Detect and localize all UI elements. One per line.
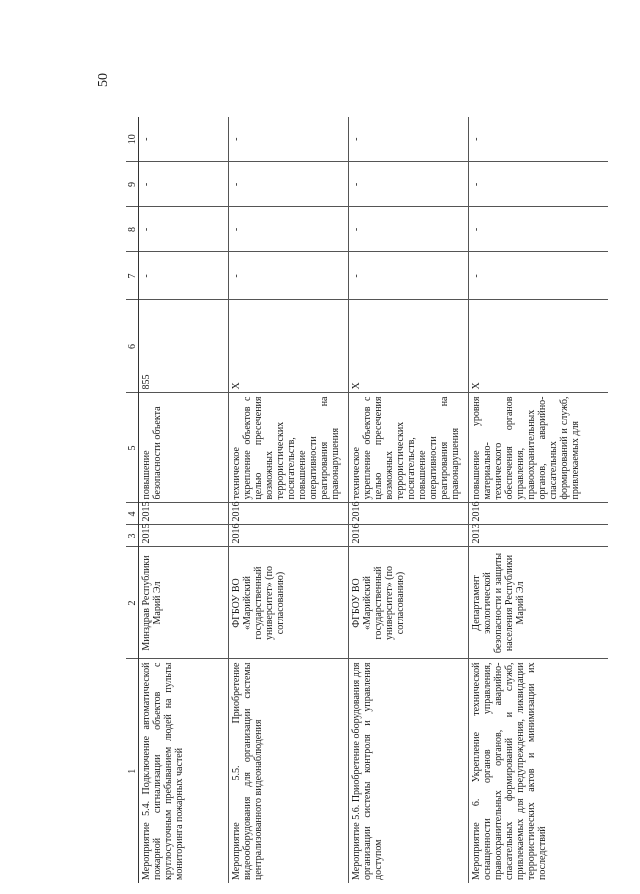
col-header-7: 7 — [126, 252, 139, 300]
start-year: 2013 — [469, 525, 609, 547]
executor: Минздрав Республики Марий Эл — [139, 547, 229, 659]
value-col7: - — [349, 252, 469, 300]
end-year: 2016 — [469, 503, 609, 525]
value-col7: - — [229, 252, 349, 300]
value-col10: - — [469, 117, 609, 162]
table-row — [469, 117, 609, 883]
start-year: 2016 — [349, 525, 469, 547]
expected-result: техническое укрепление объектов с целью пресечения возможных террористических посягательств, повышение оперативности реагирования на правонарушения — [229, 393, 349, 503]
value-col8: - — [139, 207, 229, 252]
table-row — [229, 117, 349, 883]
col-header-1: 1 — [126, 659, 139, 883]
activity-name: Мероприятие 5.5. Приобретение видеооборудования для организации системы централизованного видеонаблюдения — [229, 659, 349, 883]
value-col7: - — [469, 252, 609, 300]
value-col8: - — [229, 207, 349, 252]
end-year: 2016 — [229, 503, 349, 525]
value-col10: - — [229, 117, 349, 162]
value-col8: - — [469, 207, 609, 252]
executor: Департамент экологической безопасности и защиты населения Республики Марий Эл — [469, 547, 609, 659]
value-col10: - — [349, 117, 469, 162]
expected-result: повышение уровня материально-технического обеспечения органов управления, правоохранительных органов, аварийно-спасательных формирований и служб, привлекаемых для — [469, 393, 609, 503]
col-header-2: 2 — [126, 547, 139, 659]
value-col6: X — [469, 300, 609, 393]
value-col9: - — [229, 162, 349, 207]
start-year: 2016 — [229, 525, 349, 547]
col-header-9: 9 — [126, 162, 139, 207]
value-col10: - — [139, 117, 229, 162]
table-row — [139, 117, 229, 883]
activity-name: Мероприятие 5.6. Приобретение оборудования для организации системы контроля и управления доступом — [349, 659, 469, 883]
table-header-row — [126, 117, 139, 883]
table-row — [349, 117, 469, 883]
value-col6: X — [229, 300, 349, 393]
value-col9: - — [469, 162, 609, 207]
value-col6: 855 — [139, 300, 229, 393]
value-col6: X — [349, 300, 469, 393]
page-number: 50 — [96, 73, 111, 87]
col-header-8: 8 — [126, 207, 139, 252]
col-header-4: 4 — [126, 503, 139, 525]
expected-result: повышение безопасности объекта — [139, 393, 229, 503]
executor: ФГБОУ ВО «Марийский государственный университет» (по согласованию) — [349, 547, 469, 659]
program-activities-table — [126, 117, 608, 883]
value-col9: - — [139, 162, 229, 207]
activity-name: Мероприятие 6. Укрепление технической оснащенности органов управления, правоохранительных органов, аварийно-спасательных формирований и служб, привлекаемых для предупреждения, ликвидации террористических актов и минимизации их последствий — [469, 659, 609, 883]
end-year: 2016 — [349, 503, 469, 525]
col-header-10: 10 — [126, 117, 139, 162]
executor: ФГБОУ ВО «Марийский государственный университет» (по согласованию) — [229, 547, 349, 659]
start-year: 2015 — [139, 525, 229, 547]
value-col8: - — [349, 207, 469, 252]
expected-result: техническое укрепление объектов с целью пресечения возможных террористических посягательств, повышение оперативности реагирования на правонарушения — [349, 393, 469, 503]
col-header-5: 5 — [126, 393, 139, 503]
col-header-6: 6 — [126, 300, 139, 393]
activity-name: Мероприятие 5.4. Подключение автоматической пожарной сигнализации объектов с круглосуточным пребыванием людей на пульты мониторинга пожарных частей — [141, 662, 185, 880]
value-col9: - — [349, 162, 469, 207]
end-year: 2015 — [139, 503, 229, 525]
value-col7: - — [139, 252, 229, 300]
col-header-3: 3 — [126, 525, 139, 547]
